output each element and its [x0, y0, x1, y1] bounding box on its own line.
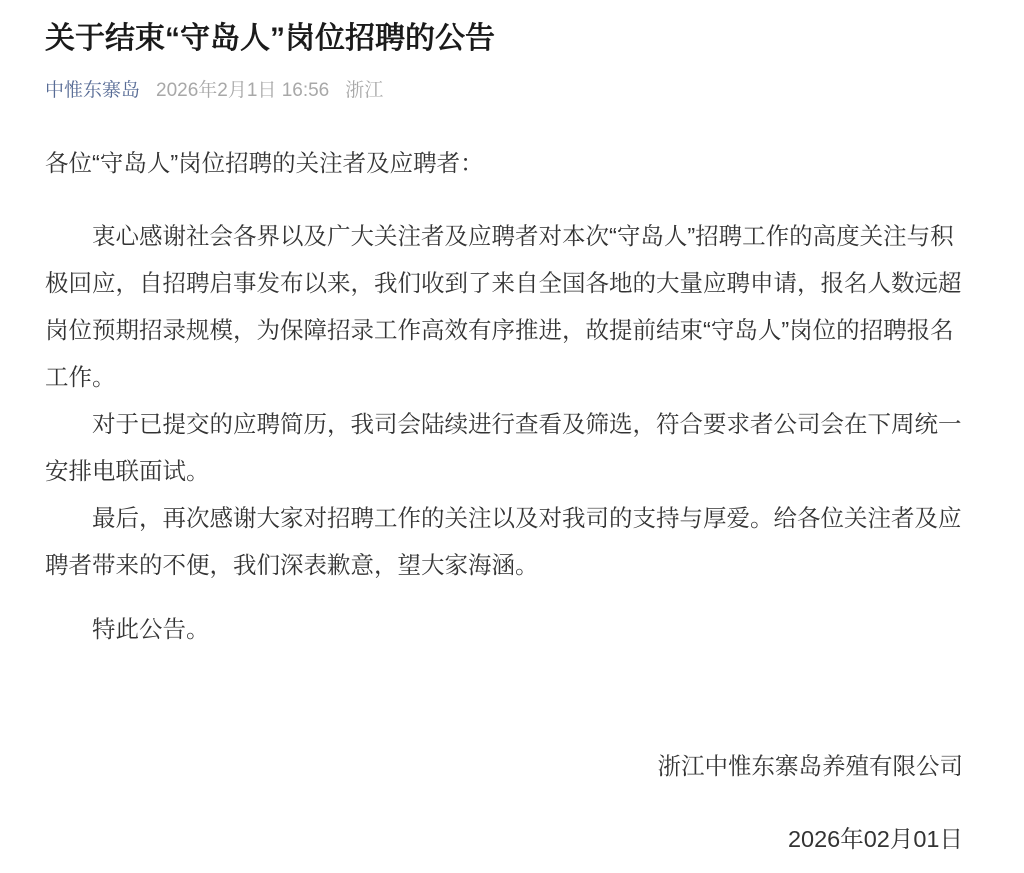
- publish-datetime: 2026年2月1日 16:56: [156, 80, 330, 101]
- salutation-line: 各位“守岛人”岗位招聘的关注者及应聘者：: [45, 150, 484, 176]
- signature-date: 2026年02月01日: [787, 826, 963, 852]
- article-meta: [45, 80, 963, 102]
- account-name-link[interactable]: 中惟东寨岛: [45, 80, 141, 101]
- article-body: [45, 140, 963, 863]
- paragraph-1: 衷心感谢社会各界以及广大关注者及应聘者对本次“守岛人”招聘工作的高度关注与积极回应，自招聘启事发布以来，我们收到了来自全国各地的大量应聘申请，报名人数远超岗位预期招录规模，为保障招录工作高效有序推进，故提前结束“守岛人”岗位的招聘报名工作。: [45, 223, 962, 390]
- paragraph-3: 最后，再次感谢大家对招聘工作的关注以及对我司的支持与厚爱。给各位关注者及应聘者带来的不便，我们深表歉意，望大家海涵。: [45, 505, 962, 578]
- closing-statement: 特此公告。: [92, 616, 210, 642]
- signature-company: 浙江中惟东寨岛养殖有限公司: [657, 753, 963, 779]
- article-title: 关于结束“守岛人”岗位招聘的公告: [45, 22, 495, 55]
- publish-location: 浙江: [345, 80, 384, 101]
- paragraph-2: 对于已提交的应聘简历，我司会陆续进行查看及筛选，符合要求者公司会在下周统一安排电联面试。: [45, 411, 962, 484]
